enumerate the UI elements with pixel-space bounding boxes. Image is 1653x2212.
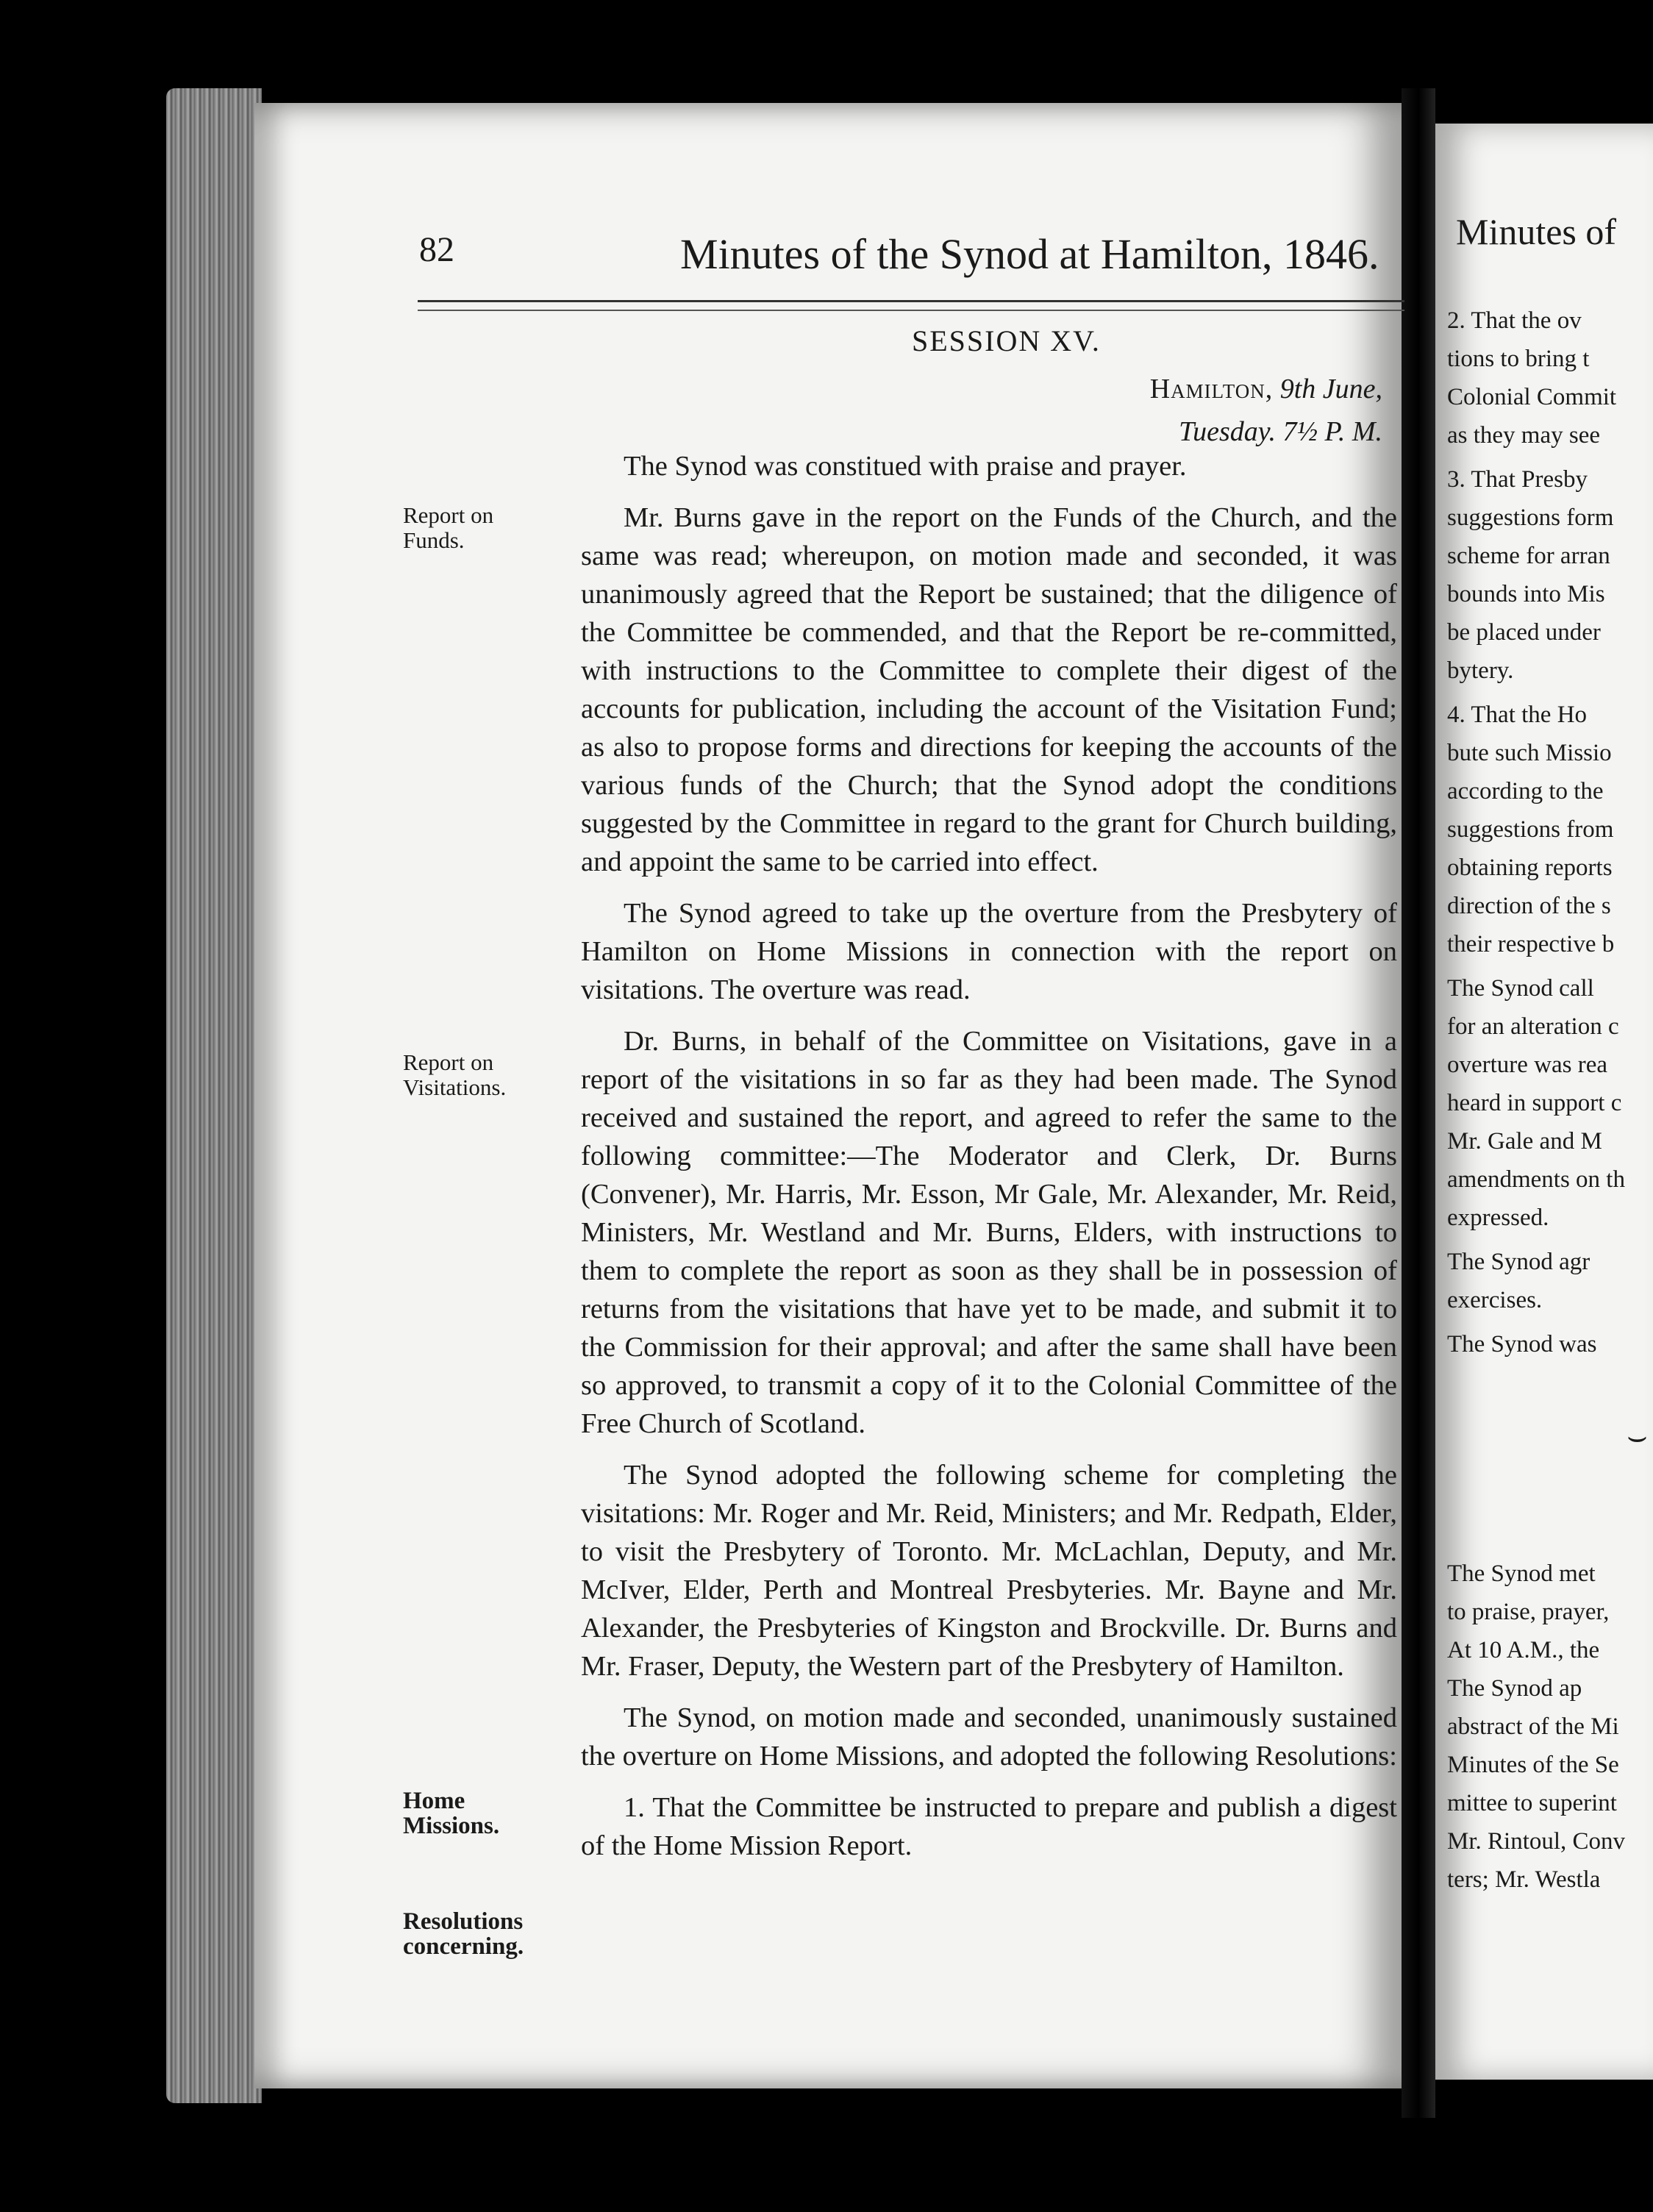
text-line: Mr. Gale and M xyxy=(1447,1128,1602,1155)
text-line: their respective b xyxy=(1447,931,1615,957)
text-line: to praise, prayer, xyxy=(1447,1599,1610,1625)
text-line: 4. That the Ho xyxy=(1447,702,1588,728)
text-line: The Synod call xyxy=(1447,975,1594,1002)
text-line: abstract of the Mi xyxy=(1447,1713,1619,1740)
right-page-text xyxy=(1447,302,1653,1899)
text-line: bytery. xyxy=(1447,657,1514,684)
page-header xyxy=(419,229,1404,288)
book-edge xyxy=(166,88,262,2103)
book-gutter xyxy=(1402,88,1435,2118)
minutes-body xyxy=(581,447,1397,1878)
text-line: be placed under xyxy=(1447,619,1601,646)
text-line: bute such Missio xyxy=(1447,740,1612,766)
text-line: Colonial Commit xyxy=(1447,384,1617,410)
paragraph: The Synod, on motion made and seconded, unanimously sustained the overture on Home Missions, and adopted the following Resolutions: xyxy=(581,1702,1397,1772)
side-note-resolutions: Resolutions concerning. xyxy=(403,1908,524,1960)
text-line: heard in support c xyxy=(1447,1090,1622,1116)
date: 9th June, xyxy=(1279,374,1382,404)
text-line: direction of the s xyxy=(1447,893,1611,919)
side-note-home-missions: Home Missions. xyxy=(403,1788,500,1839)
paragraph: The Synod was constitued with praise and prayer. xyxy=(624,451,1187,482)
running-title: Minutes of the Synod at Hamilton, 1846. xyxy=(680,230,1379,278)
text-line: scheme for arran xyxy=(1447,543,1610,569)
side-note-visitations: Report on Visitations. xyxy=(403,1049,507,1100)
text-line: as they may see xyxy=(1447,422,1601,449)
text-line: amendments on th xyxy=(1447,1166,1625,1193)
text-line: mittee to superint xyxy=(1447,1790,1617,1816)
text-line: suggestions form xyxy=(1447,504,1614,531)
text-line: The Synod was xyxy=(1447,1331,1597,1357)
text-line: for an alteration c xyxy=(1447,1013,1619,1040)
text-line: Mr. Rintoul, Conv xyxy=(1447,1828,1626,1855)
text-line: Minutes of the Se xyxy=(1447,1752,1619,1778)
text-line: according to the xyxy=(1447,778,1604,804)
text-line: suggestions from xyxy=(1447,816,1614,843)
paragraph: The Synod adopted the following scheme for completing the visitations: Mr. Roger and Mr. Reid, Ministers; and Mr. Redpath, Elder, to visit the Presbytery of Toronto. Mr. McLachlan, Deputy, and Mr. McIver, Elder, Perth and Montreal Presbyteries. Mr. Bayne and Mr. Alexander, the Presbyteries of Kingston and Brockville. Dr. Burns and Mr. Fraser, Deputy, the Western part of the Presbytery of Hamilton. xyxy=(581,1460,1397,1682)
dateline xyxy=(1066,368,1382,453)
ornament-swash: ⌣ xyxy=(1627,1419,1648,1455)
text-line: bounds into Mis xyxy=(1447,581,1605,607)
side-note-funds: Report on Funds. xyxy=(403,502,494,553)
paragraph: Mr. Burns gave in the report on the Funds of the Church, and the same was read; whereupon, on motion made and seconded, it was unanimously agreed that the Report be sustained; that the diligence of the Committee be commended, and that the Report be re-committed, with instructions to the Committee to complete their digest of the accounts for publication, including the account of the Visitation Fund; as also to propose forms and directions for keeping the accounts of the various funds of the Church; that the Synod adopt the conditions suggested by the Committee in regard to the grant for Church building, and appoint the same to be carried into effect. xyxy=(581,502,1397,877)
text-line: exercises. xyxy=(1447,1287,1543,1313)
header-rule xyxy=(418,300,1404,311)
page-number: 82 xyxy=(419,230,454,269)
time: Tuesday. 7½ P. M. xyxy=(1179,416,1382,447)
text-line: obtaining reports xyxy=(1447,855,1613,881)
paragraph: The Synod agreed to take up the overture from the Presbytery of Hamilton on Home Missions in connection with the report on visitations. The overture was read. xyxy=(581,898,1397,1005)
text-line: 3. That Presby xyxy=(1447,466,1588,493)
text-line: At 10 A.M., the xyxy=(1447,1637,1600,1663)
text-line: overture was rea xyxy=(1447,1052,1608,1078)
text-line: The Synod agr xyxy=(1447,1249,1590,1275)
place: Hamilton, xyxy=(1149,374,1274,404)
text-line: ters; Mr. Westla xyxy=(1447,1866,1601,1893)
text-line: The Synod ap xyxy=(1447,1675,1582,1702)
text-line: The Synod met xyxy=(1447,1560,1596,1587)
paragraph: Dr. Burns, in behalf of the Committee on Visitations, gave in a report of the visitations in so far as they had been made. The Synod received and sustained the report, and agreed to refer the same to the following committee:—The Moderator and Clerk, Dr. Burns (Convener), Mr. Harris, Mr. Esson, Mr Gale, Mr. Alexander, Mr. Reid, Ministers, Mr. Westland and Mr. Burns, Elders, with instructions to them to complete the report as soon as they shall be in possession of returns from the visitations that have yet to be made, and submit it to the Commission for their approval; and after the same shall have been so approved, to transmit a copy of it to the Colonial Committee of the Free Church of Scotland. xyxy=(581,1026,1397,1439)
paragraph: 1. That the Committee be instructed to prepare and publish a digest of the Home Mission Report. xyxy=(581,1792,1397,1861)
text-line: tions to bring t xyxy=(1447,346,1590,372)
text-line: 2. That the ov xyxy=(1447,307,1582,334)
text-line: expressed. xyxy=(1447,1205,1549,1231)
right-running-title: Minutes of xyxy=(1456,211,1617,252)
session-heading: SESSION XV. xyxy=(912,324,1101,357)
